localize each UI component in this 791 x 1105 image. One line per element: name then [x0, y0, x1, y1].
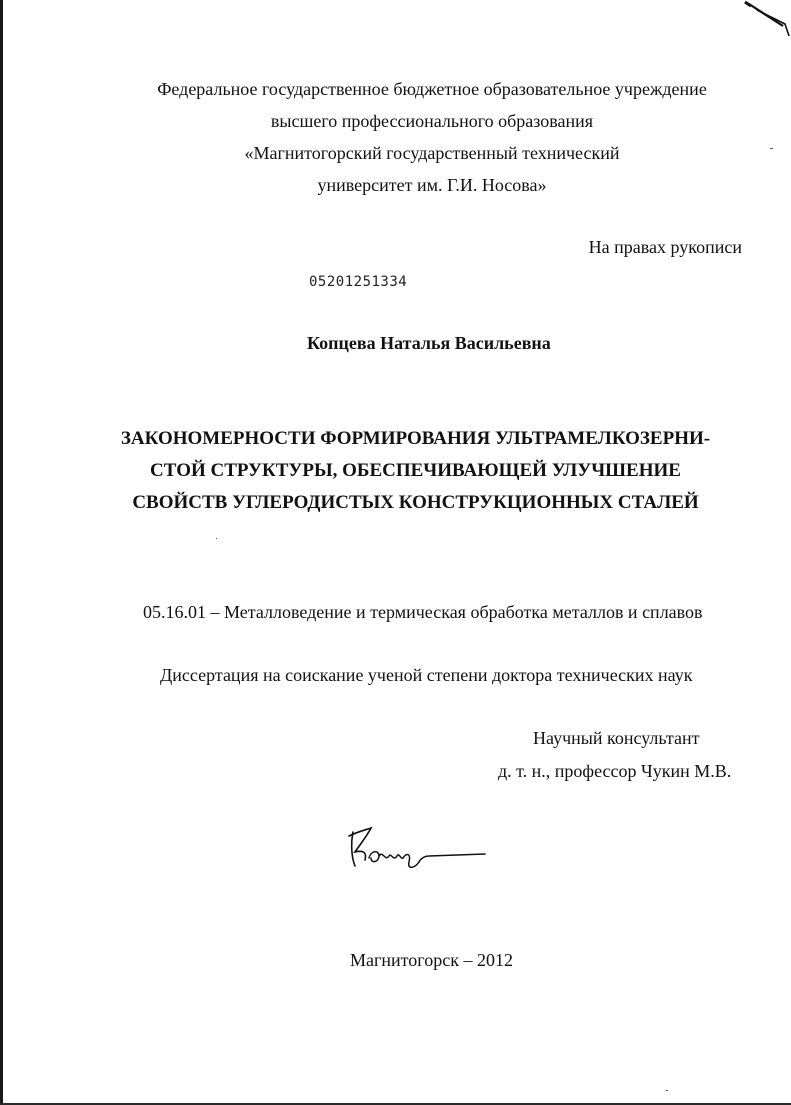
consultant-name: д. т. н., профессор Чукин М.В.: [498, 761, 732, 781]
institution-line-3: «Магнитогорский государственный технический: [244, 143, 620, 163]
rights-note: На правах рукописи: [588, 237, 742, 257]
institution-line-1: Федеральное государственное бюджетное образовательное учреждение: [157, 79, 707, 99]
title-line-1: ЗАКОНОМЕРНОСТИ ФОРМИРОВАНИЯ УЛЬТРАМЕЛКОЗЕРНИ-: [120, 428, 711, 449]
place-and-year: Магнитогорск – 2012: [350, 950, 513, 970]
folded-corner-icon: [741, 0, 791, 40]
handwritten-signature-icon: [345, 822, 490, 878]
specialty-code: 05.16.01 – Металловедение и термическая обработка металлов и сплавов: [143, 602, 703, 622]
author-name: Копцева Наталья Васильевна: [307, 333, 551, 353]
consultant-label: Научный консультант: [533, 728, 700, 748]
degree-statement: Диссертация на соискание ученой степени доктора технических наук: [160, 665, 693, 685]
registration-number: 05201251334: [309, 274, 408, 290]
institution-line-4: университет им. Г.И. Носова»: [317, 175, 547, 195]
institution-line-2: высшего профессионального образования: [270, 111, 594, 131]
title-line-2: СТОЙ СТРУКТУРЫ, ОБЕСПЕЧИВАЮЩЕЙ УЛУЧШЕНИЕ: [150, 460, 681, 481]
title-line-3: СВОЙСТВ УГЛЕРОДИСТЫХ КОНСТРУКЦИОННЫХ СТАЛЕЙ: [132, 492, 699, 513]
scan-left-edge: [0, 0, 3, 1105]
